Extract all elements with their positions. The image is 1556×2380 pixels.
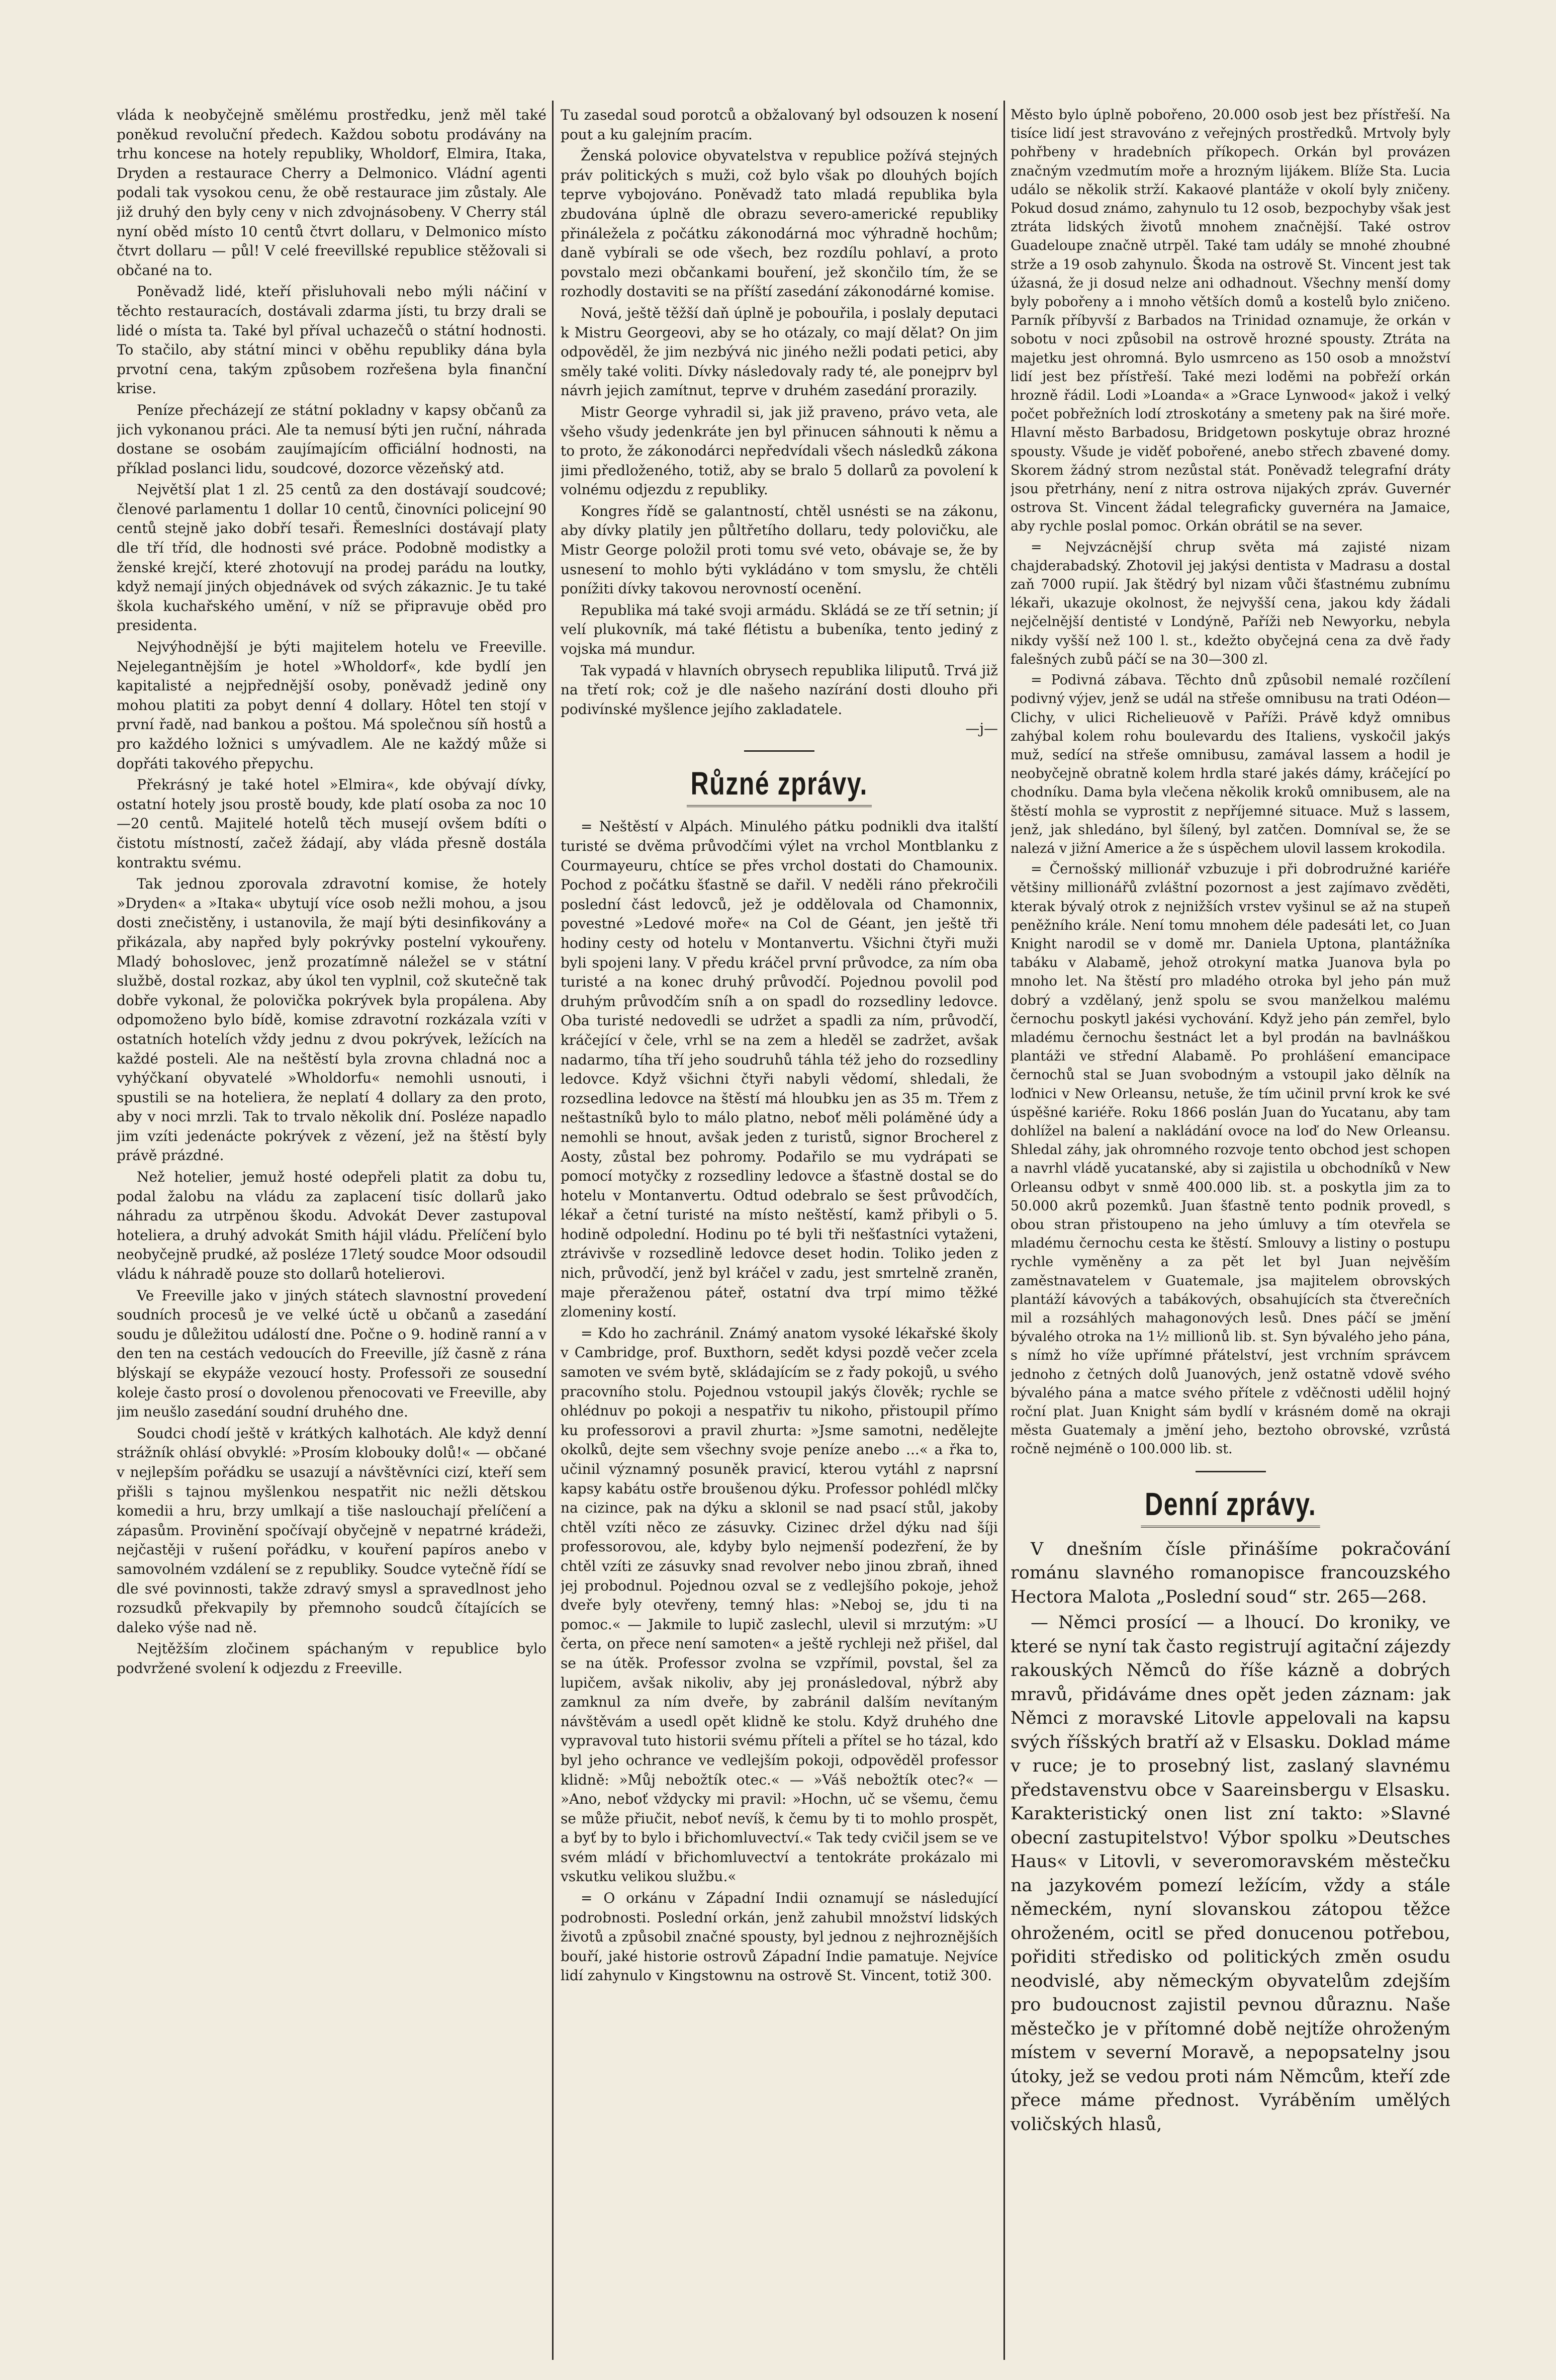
article-paragraph: vláda k neobyčejně smělému prostředku, jenž měl také poněkud revoluční předech. Každou sobotu prodávány na trhu koncese na hotely republiky, Wholdorf, Elmira, Itaka, Dryden a restaurace Cherry a Delmonico. Vládní agenti podali tak vysokou cenu, že obě restaurace jim zůstaly. Ale již druhý den byly ceny v nich zdvojnásobeny. V Cherry stál nyní oběd místo 10 centů čtvrt dollaru, v Delmonico místo čtvrt dollaru — půl! V celé freevillské republice stěžovali si občané na to.	[117, 107, 546, 279]
news-item: = Kdo ho zachránil. Známý anatom vysoké lékařské školy v Cambridge, prof. Buxthorn, sedět kdysi pozdě večer zcela samoten ve svém bytě, skládajícím se z řady pokojů, u svého pracovního stolu. Pojednou vstoupil jakýs člověk; rychle se ohlédnuv po pokoji a nespatřiv tu nikoho, přistoupil přímo ku professorovi a pravil zhurta: »Jsme samotni, nedělejte okolků, dejte sem všechny svoje peníze anebo ...« a řka to, učinil významný posuněk pravicí, kterou vytáhl z naprsní kapsy kabátu ostře broušenou dýku. Professor pohlédl mlčky na cizince, pak na dýku a sklonil se nad psací stůl, jakoby chtěl vzíti něco ze zásuvky. Cizinec držel dýku nad šíji professorovou, ale, kdyby bylo nejmenší podezření, že by chtěl vzíti ze zásuvky snad revolver nebo jinou zbraň, ihned jej probodnul. Pojednou ozval se z vedlejšího pokoje, jehož dveře byly otevřeny, temný hlas: »Neboj se, jdu ti na pomoc.« — Jakmile to lupič zaslechl, ulevil si mrzutým: »U čerta, on přece není samoten« a ještě rychleji než přišel, dal se na útěk. Professor zvolna se vzpřímil, povstal, šel za lupičem, avšak nikoliv, aby jej pronásledoval, nýbrž aby zamknul za ním dveře, by zabránil dalším nevítaným návštěvám a usedl opět klidně ke stolu. Když druhého dne vypravoval tuto historii svému příteli a přítel se ho tázal, kdo byl jeho ochrance ve vedlejším pokoji, odpověděl professor klidně: »Můj nebožtík otec.« — »Váš nebožtík otec?« — »Ano, neboť vždycky mi pravil: »Hochn, uč se všemu, čemu se může přiučit, neboť nevíš, k čemu by ti to mohlo prospět, a byť by to bylo i břichomluvectví.« Tak tedy cvičil jsem se ve svém mládí v břichomluvectví a tentokráte prokázalo mi vskutku velikou službu.«	[561, 1325, 998, 1885]
article-paragraph: Tak jednou zporovala zdravotní komise, že hotely »Dryden« a »Itaka« ubytují více osob nežli mohou, a jsou dosti znečistěny, i ustanovila, že mají býti desinfikovány a přikázala, aby napřed byly pokrývky postelní vykouřeny. Mladý bohoslovec, jenž prozatímně náležel se v státní službě, dostal rozkaz, aby úkol ten vyplnil, což skutečně tak dobře vykonal, že polovička pokrývek byla propálena. Aby odpomoženo bylo bídě, komise zdravotní rozkázala vzíti v ostatních hotelích vždy jednu z dvou pokrývek, ležících na každé posteli. Ale na neštěstí byla zrovna chladná noc a vyhýčkaní obyvatelé »Wholdorfu« nemohli usnouti, i spustili se na hoteliera, že neplatí 4 dollary za den proto, aby v noci mrzli. Tak to trvalo několik dní. Posléze napadlo jim vzíti jedenácte pokrývek z vězení, jež na štěstí byly právě prázdné.	[117, 875, 546, 1164]
section-title: Denní zprávy.	[1141, 1485, 1320, 1528]
news-item: = Podivná zábava. Těchto dnů způsobil nemalé rozčílení podivný výjev, jenž se udál na střeše omnibusu na trati Odéon—Clichy, v ulici Richelieuově v Paříži. Právě když omnibus zahýbal kolem rohu boulevardu des Italiens, vyskočil jakýs muž, sedící na střeše omnibusu, zamával lassem a hodil je neobyčejně obratně kolem hrdla staré jakés dámy, kráčející po chodníku. Dama byla vlečena několik kroků omnibusem, ale na štěstí mohla se vyprostit z nepříjemné situace. Muž s lassem, jenž, jak shledáno, byl šílený, byl zatčen. Domníval se, že se nalezá v jižní Americe a že s úspěchem ulovil lassem krokodila.	[1011, 672, 1450, 856]
article-paragraph: Tu zasedal soud porotců a obžalovaný byl odsouzen k nosení pout a ku galejním pracím.	[561, 107, 998, 143]
column-middle	[561, 106, 998, 2350]
article-paragraph: Tak vypadá v hlavních obrysech republika liliputů. Trvá již na třetí rok; což je dle našeho nazírání dosti dlouho při podivínské myšlence jejího zakladatele.	[561, 662, 998, 718]
article-paragraph: Mistr George vyhradil si, jak již praveno, právo veta, ale všeho všudy jedenkráte jen byl přinucen sáhnouti k němu a to proto, že zákonodárci nepředvídali všech následků zákona jimi předloženého, totiž, aby se bralo 5 dollarů za povolení k volnému odjezdu z republiky.	[561, 403, 998, 498]
author-signoff: —j—	[965, 720, 998, 737]
section-title: Různé zprávy.	[687, 765, 872, 807]
article-paragraph: Republika má také svoji armádu. Skládá se ze tří setnin; jí velí plukovník, má také flétistu a bubeníka, tento jediný z vojska má mundur.	[561, 601, 998, 658]
article-paragraph: Kongres řídě se galantností, chtěl usnésti se na zákonu, aby dívky platily jen půltřetího dollaru, tedy polovičku, ale Mistr George položil proti tomu své veto, obávaje se, že by usnesení to mohlo býti vykládáno v tom smyslu, že chtěli ponížiti dívky takovou nerovností ocenění.	[561, 502, 998, 597]
news-item: = O orkánu v Západní Indii oznamují se následující podrobnosti. Poslední orkán, jenž zahubil množství lidských životů a způsobil značné spousty, byl jednou z nejhroznějších bouří, jaké historie ostrovů Západní Indie pamatuje. Nejvíce lidí zahynulo v Kingstownu na ostrově St. Vincent, totiž 300.	[561, 1890, 998, 1984]
article-paragraph: Ve Freeville jako v jiných státech slavnostní provedení soudních procesů je ve velké úctě u občanů a zasedání soudu je důležitou událostí dne. Počne o 9. hodině ranní a v den ten na cestách vedoucích do Freeville, jíž časně z rána blýskají se ekypáže vezoucí hosty. Professoři ze sousední koleje často prosí o dovolenou přenocovati ve Freeville, aby jim neušlo zasedání soudní druhého dne.	[117, 1287, 546, 1421]
article-paragraph: Než hotelier, jemuž hosté odepřeli platit za dobu tu, podal žalobu na vládu za zaplacení tisíc dollarů jako náhradu za utrpěnou škodu. Advokát Dever zastupoval hoteliera, a druhý advokát Smith hájil vládu. Přelíčení bylo neobyčejně prudké, až posléze 17letý soudce Moor odsoudil vládu k náhradě pouze sto dollarů hotelierovi.	[117, 1169, 546, 1283]
news-item: = Neštěstí v Alpách. Minulého pátku podnikli dva italští turisté se dvěma průvodčími výlet na vrchol Montblanku z Courmayeuru, chtíce se přes vrchol dostati do Chamounix. Pochod z počátku šťastně se dařil. V neděli ráno překročili poslední část ledovců, jež je oddělovala od Chamonnix, povestné »Ledové moře« na Col de Géant, jen ještě tři hodiny cesty od hotelu v Montanvertu. Všichni čtyři muži byli spojeni lany. V předu kráčel první průvodce, za ním oba turisté a na konec druhý průvodčí. Pojednou povolil pod druhým průvodčím sníh a on spadl do rozsedliny ledovce. Oba turisté nedovedli se udržet a spadli za ním, průvodčí, kráčející v čele, vrhl se na zem a hleděl se zadržet, avšak nadarmo, tíha tří jeho soudruhů táhla též jeho do rozsedliny ledovce. Když všichni čtyři nabyli vědomí, shledali, že rozsedlina ledovce na štěstí má hloubku jen as 35 m. Třem z neštastníků bylo to málo platno, neboť měli poláměné údy a nemohli se hnout, avšak jeden z turistů, signor Brocherel z Aosty, zůstal bez pohromy. Podařilo se mu vydrápati se pomocí motyčky z rozsedliny ledovce a šťastně dostal se do hotelu v Montanvertu. Odtud odebralo se šest průvodčích, lékař a četní turisté na místo neštěstí, kamž přibyli o 5. hodině odpolední. Hodinu po té byli tři nešťastníci vytaženi, ztrávivše v rozsedlině ledovce deset hodin. Toliko jeden z nich, průvodčí, jenž byl kráčel v zadu, jest smrtelně zraněn, maje přeraženou páteř, ostatní dva trpí mimo těžké zlomeniny kostí.	[561, 818, 998, 1320]
column-left	[117, 106, 546, 2350]
article-paragraph: Poněvadž lidé, kteří přisluhovali nebo mýli náčiní v těchto restauracích, dostávali zdarma jísti, tu brzy drali se lidé o místa ta. Také byl příval uchazečů o státní hodnosti. To stačilo, aby státní minci v oběhu republiky dána byla prvotní cena, takým způsobem rozřešena byla finanční krise.	[117, 283, 546, 397]
column-rule	[1003, 101, 1005, 2360]
news-item-continued: Město bylo úplně pobořeno, 20.000 osob jest bez přístřeší. Na tisíce lidí jest stravováno z veřejných prostředků. Mrtvoly byly pohřbeny v hradebních příkopech. Orkán byl provázen značným vzedmutím moře a hrozným lijákem. Blíže Sta. Lucia událo se několik strží. Kakaové plantáže v okolí byly zničeny. Pokud dosud známo, zahynulo tu 12 osob, bezpochyby však jest ztráta lidských životů mnohem značnější. Také ostrov Guadeloupe značně utrpěl. Také tam udály se mnohé zhoubné strže a 19 osob zahynulo. Škoda na ostrově St. Vincent jest tak úžasná, že ji dosud nelze ani odhadnout. Všechny menší domy byly pobořeny a i mnoho větších domů a kostelů bylo zničeno. Parník příbyvší z Barbados na Trinidad oznamuje, že orkán v sobotu v noci způsobil na ostrově hrozné spousty. Ztráta na majetku jest ohromná. Bylo usmrceno as 150 osob a množství lidí jest bez přístřeší. Také mezi loděmi na pobřeží orkán hrozně řádil. Lodi »Loanda« a »Grace Lynwood« jakož i velký počet pobřežních lodí ztroskotány a smeteny pak na širé moře. Hlavní město Barbadosu, Bridgetown poskytuje obraz hrozné spousty. Všude je viděť pobořené, anebo střech zbavené domy. Skorem žádný strom nezůstal stát. Poněvadž telegrafní dráty jsou přetrhány, není z nitra ostrova nijakých zpráv. Guvernér ostrova St. Vincent žádal telegraficky guvernéra na Jamaice, aby rychle poslal pomoc. Orkán obrátil se na sever.	[1011, 107, 1450, 535]
news-item: V dnešním čísle přinášíme pokračování románu slavného romanopisce francouzského Hectora Malota „Poslední soud“ str. 265—268.	[1011, 1539, 1450, 1607]
news-item: = Nejvzácnější chrup světa má zajisté nizam chajderabadský. Zhotovil jej jakýsi dentista v Madrasu a dostal zaň 7000 rupií. Jak štědrý byl nizam vůči šťastnému zubnímu lékaři, ukazuje okolnost, že nejvyšší cena, jakou kdy žádali nejčelnější dentisté v Londýně, Paříži neb Newyorku, nebyla nikdy vyšší než 100 l. st., kdežto obyčejná cena za dvě řady falešných zubů páčí se na 30—300 zl.	[1011, 539, 1450, 667]
news-item: = Černošský millionář vzbuzuje i při dobrodružné kariéře většiny millionářů zvláštní pozornost a jest zajímavo zvěděti, kterak bývalý otrok z nejnižších vrstev vyšinul se až na stupeň peněžního krále. Není tomu mnohem déle padesáti let, co Juan Knight narodil se v domě mr. Daniela Uptona, plantážníka tabáku v Alabamě, jehož otrokyní matka Juanova byla po mnoho let. Na štěstí pro mladého otroka byl jeho pán muž dobrý a vzdělaný, jenž spolu se svou manželkou malému černochu poskytl jakési vychování. Když jeho pán zemřel, bylo mladému černochu šestnáct let a byl prodán na bavlnáškou plantáži ve střední Alabamě. Po prohlášení emancipace černochů stal se Juan svobodným a vstoupil jako dělník na loďnici v New Orleansu, netuše, že tím učinil první krok ke své úspěšné kariéře. Roku 1866 poslán Juan do Yucatanu, aby tam dohlížel na balení a nakládání ovoce na loď do New Orleansu. Shledal záhy, jak ohromného rozvoje tento obchod jest schopen a navrhl vládě yucatanské, aby si zajistila u obchodníků v New Orleansu odbyt v snmě 400.000 lib. st. a poskytla jim za to 50.000 akrů pozemků. Juan šťastně tento podnik provedl, s obou stran přistoupeno na jeho úmluvy a tím otevřela se mladému černochu cesta ke štěstí. Smlouvy a listiny o postupu rychle vyměněny a za pět let byl Juan nejvěším zaměstnavatelem v Guatemale, jsa majitelem obrovských plantáží kávových a tabákových, obsahujících sta čtverečních mil a rozsáhlých mahagonových lesů. Dnes páčí se jmění bývalého otroka na 1½ millionů lib. st. Syn bývalého jeho pána, s nímž ho víže upřímné přátelství, jest vrchním správcem jednoho z četných dolů Juanových, jenž ostatně vdově svého bývalého pána a matce svého přítele z vděčnosti udělil hojný roční plat. Juan Knight sám bydlí v krásném domě na okraji města Guatemaly a jmění jeho, beztoho obrovské, vzrůstá ročně nejméně o 100.000 lib. st.	[1011, 861, 1450, 1457]
article-paragraph: Nejtěžším zločinem spáchaným v republice bylo podvržené svolení k odjezdu z Freeville.	[117, 1640, 546, 1677]
article-paragraph: Soudci chodí ještě v krátkých kalhotách. Ale když denní strážník ohlásí obvyklé: »Prosím klobouky dolů!« — občané v nejlepším pořádku se usazují a návštěvníci cizí, kteří sem přišli s tajnou myšlenkou nespatřit nic nežli dětskou komedii a hru, brzy umlkají a tiše naslouchají přelíčení a zápasům. Provinění spočívají obyčejně v nepatrné krádeži, nejčastěji v rušení pořádku, v kouření papíros anebo v samovolném vzdálení se z republiky. Soudce vytečně řídí se dle své povinnosti, takže zdravý smysl a spravedlnost jeho rozsudků překvapily by přemnoho soudců čítajících se daleko výše nad ně.	[117, 1425, 546, 1636]
article-paragraph: Peníze přecházejí ze státní pokladny v kapsy občanů za jich vykonanou práci. Ale ta nemusí býti jen ruční, náhrada dostane se osobám zaujímajícím officiální hodnosti, na příklad poslanci lidu, soudcové, dozorce vězeňský atd.	[117, 401, 546, 477]
article-paragraph: Nová, ještě těžší daň úplně je pobouřila, i poslaly deputaci k Mistru Georgeovi, aby se ho otázaly, co mají dělat? On jim odpověděl, že jim nezbývá nic jiného nežli podati petici, aby směly také voliti. Dívky následovaly rady té, ale ponejprv byl návrh jejich zamítnut, teprve v druhém zasedání prorazily.	[561, 304, 998, 399]
section-heading	[1011, 1485, 1450, 1528]
column-rule	[552, 101, 554, 2360]
news-item: — Němci prosící — a lhoucí. Do kroniky, ve které se nyní tak často registrují agitační zájezdy rakouských Němců do říše kázně a dobrých mravů, přidáváme dnes opět jeden záznam: jak Němci z moravské Litovle appelovali na kapsu svých říšských bratří až v Elsasku. Doklad máme v ruce; je to prosebný list, zaslaný slavnému představenstvu obce v Saareinsbergu v Elsasku. Karakteristický onen list zní takto: »Slavné obecní zastupitelstvo! Výbor spolku »Deutsches Haus« v Litovli, v severomoravském městečku na jazykovém pomezí ležícím, vždy a stále německém, nyní slovanskou zátopou těžce ohroženém, ocitl se před donucenou potřebou, pořiditi středisko od politických změn osudu neodvislé, aby německým obyvatelům zdejším pro budoucnost zajistil pevnou důraznu. Naše městečko je v přítomné době nejtíže ohroženým místem v severní Moravě, a nepopsatelny jsou útoky, jež se vedou proti nám Němcům, kteří zde přece máme přednost. Vyráběním umělých voličských hlasů,	[1011, 1613, 1450, 2135]
article-paragraph: Nejvýhodnější je býti majitelem hotelu ve Freeville. Nejelegantnějším je hotel »Wholdorf«, kde bydlí jen kapitalisté a nejpřednější osoby, poněvadž jedině ony mohou platiti za pobyt denní 4 dollary. Hôtel ten stojí v první řadě, nad bankou a poštou. Má společnou síň hostů a pro každého ložnici s umývadlem. Ale ne každý může si dopřáti takového přepychu.	[117, 639, 546, 772]
article-paragraph: Největší plat 1 zl. 25 centů za den dostávají soudcové; členové parlamentu 1 dollar 10 centů, činovníci policejní 90 centů stejně jako dobří tesaři. Řemeslníci dostávají platy dle tří tříd, dle hodnosti své práce. Podobně modistky a ženské krejčí, které zhotovují na prodej parádu na loutky, když nemají jiných objednávek od svých zákaznic. Je tu také škola kuchařského umění, v níž se připravuje oběd pro presidenta.	[117, 481, 546, 634]
column-right	[1011, 106, 1450, 2350]
section-divider	[1196, 1471, 1266, 1472]
section-heading	[561, 765, 998, 807]
article-paragraph: Překrásný je také hotel »Elmira«, kde obývají dívky, ostatní hotely jsou prostě boudy, kde platí osoba za noc 10—20 centů. Majitelé hotelů těch musejí ovšem bdíti o čistotu místností, začež žádají, aby vláda přesně dostála kontraktu svému.	[117, 776, 546, 871]
section-divider	[744, 750, 814, 752]
article-paragraph: Ženská polovice obyvatelstva v republice požívá stejných práv politických s muži, což bylo však po dlouhých bojích teprve vybojováno. Poněvadž tato mladá republika byla zbudována úplně dle obrazu severo-americké republiky přináležela z počátku zákonodárná moc výhradně hochům; daně vybírali se ode všech, bez rozdílu pohlaví, a proto povstalo mezi občankami bouření, jež skončilo tím, že se rozhodly dostaviti se na příští zasedání zákonodárné komise.	[561, 147, 998, 300]
